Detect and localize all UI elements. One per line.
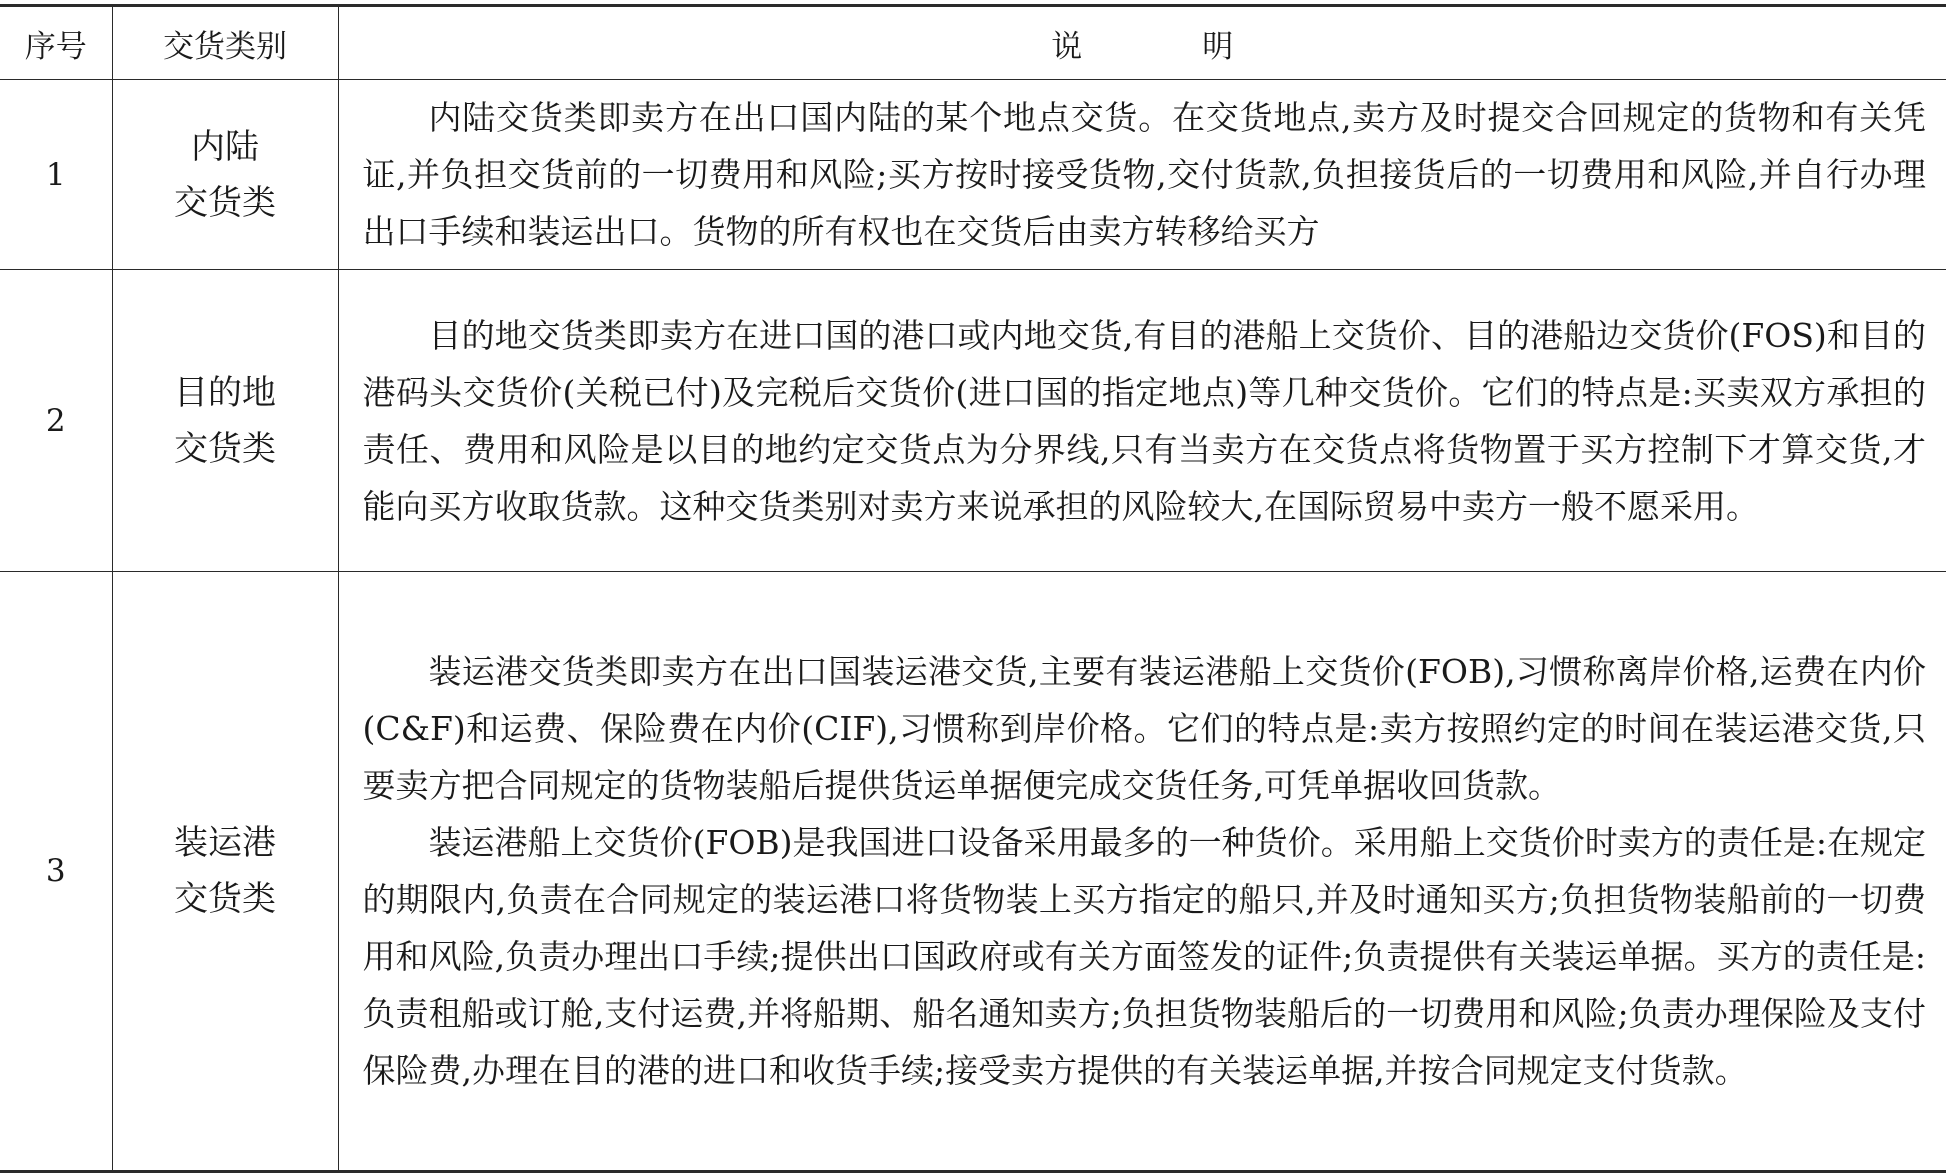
description-paragraph: 内陆交货类即卖方在出口国内陆的某个地点交货。在交货地点,卖方及时提交合回规定的货物和有关凭证,并负担交货前的一切费用和风险;买方按时接受货物,交付货款,负担接货后的一切费用和风险,并自行办理出口手续和装运出口。货物的所有权也在交货后由卖方转移给买方: [362, 98, 1926, 251]
row-category-line: 目的地: [174, 372, 276, 413]
header-delivery-category: 交货类别: [112, 6, 338, 80]
row-category-line: 交货类: [174, 879, 276, 919]
row-category-line: 装运港: [174, 823, 276, 863]
table-header-row: [0, 6, 1946, 80]
row-category: [112, 270, 338, 572]
description-paragraph: 装运港船上交货价(FOB)是我国进口设备采用最多的一种货价。采用船上交货价时卖方的责任是:在规定的期限内,负责在合同规定的装运港口将货物装上买方指定的船只,并及时通知买方;负担货物装船前的一切费用和风险,负责办理出口手续;提供出口国政府或有关方面签发的证件;负责提供有关装运单据。买方的责任是:负责租船或订舱,支付运费,并将船期、船名通知卖方;负担货物装船后的一切费用和风险;负责办理保险及支付保险费,办理在目的港的进口和收货手续;接受卖方提供的有关装运单据,并按合同规定支付货款。: [362, 823, 1926, 1090]
description-paragraph: 装运港交货类即卖方在出口国装运港交货,主要有装运港船上交货价(FOB),习惯称离岸价格,运费在内价(C&F)和运费、保险费在内价(CIF),习惯称到岸价格。它们的特点是:卖方按照约定的时间在装运港交货,只要卖方把合同规定的货物装船后提供货运单据便完成交货任务,可凭单据收回货款。: [362, 652, 1926, 805]
header-description: 说明: [338, 6, 1946, 80]
row-category-line: 交货类: [174, 428, 276, 469]
row-category: [112, 80, 338, 270]
delivery-category-table: [0, 4, 1946, 1173]
row-serial-number: 3: [0, 572, 112, 1172]
row-category-line: 交货类: [174, 182, 276, 223]
row-category-line: 内陆: [191, 126, 259, 167]
row-serial-number: 1: [0, 80, 112, 270]
table-row: [0, 572, 1946, 1172]
row-serial-number: 2: [0, 270, 112, 572]
table-row: [0, 270, 1946, 572]
row-category: [112, 572, 338, 1172]
header-serial-number: 序号: [0, 6, 112, 80]
row-description: [338, 80, 1946, 270]
description-paragraph: 目的地交货类即卖方在进口国的港口或内地交货,有目的港船上交货价、目的港船边交货价(FOS)和目的港码头交货价(关税已付)及完税后交货价(进口国的指定地点)等几种交货价。它们的特点是:买卖双方承担的责任、费用和风险是以目的地约定交货点为分界线,只有当卖方在交货点将货物置于买方控制下才算交货,才能向买方收取货款。这种交货类别对卖方来说承担的风险较大,在国际贸易中卖方一般不愿采用。: [362, 315, 1926, 526]
row-description: [338, 270, 1946, 572]
row-description: [338, 572, 1946, 1172]
table-row: [0, 80, 1946, 270]
